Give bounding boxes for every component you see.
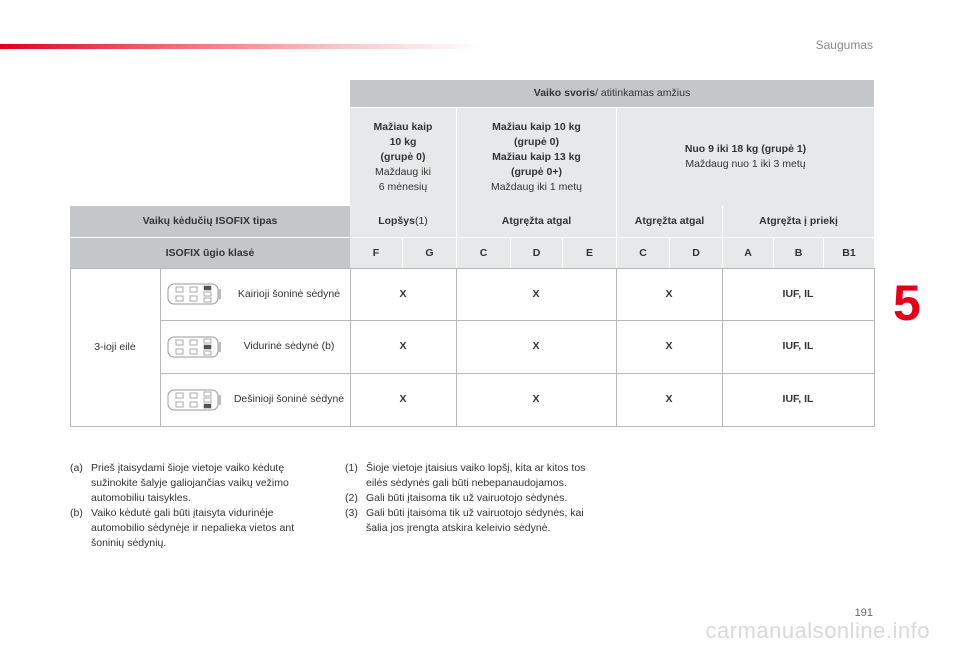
note-mark: (b) [70, 507, 83, 519]
row-group-label: 3-ioji eilė [70, 268, 160, 426]
note-2 [345, 491, 607, 506]
class-cell: A [723, 238, 773, 268]
weight-header-rest: / atitinkamas amžius [595, 87, 691, 99]
grid-line [874, 268, 875, 426]
group-text [491, 120, 582, 195]
type-priek: Atgręžta į priekį [723, 206, 874, 237]
seat-diagram-icon [166, 388, 222, 412]
seat-diagram-icon [166, 335, 222, 359]
note-mark: (1) [345, 462, 358, 474]
group-line: 10 kg [389, 135, 417, 148]
grid-line [70, 426, 875, 427]
seat-label: Kairioji šoninė sėdynė [237, 287, 341, 300]
group-line: Mažiau kaip 13 kg [492, 150, 581, 163]
group-line: Nuo 9 iki 18 kg (grupė 1) [684, 143, 807, 155]
type-label: Vaikų kėdučių ISOFIX tipas [70, 206, 350, 237]
group-line: Maždaug nuo 1 iki 3 metų [685, 158, 806, 170]
note-a [70, 461, 326, 506]
value-cell: X [532, 287, 540, 300]
value-cell: X [532, 340, 540, 352]
note-text: Vaiko kėdutė gali būti įtaisyta vidurinėje automobilio sėdynėje ir nepalieka vietos ant šoninių sėdynių. [91, 507, 295, 549]
notes-right [345, 461, 607, 536]
group-line: (grupė 0) [380, 150, 426, 163]
class-cell: G [403, 238, 456, 268]
value-cell: IUF, IL [782, 340, 814, 352]
note-b [70, 506, 326, 551]
grid-line [70, 268, 71, 426]
group-cell-0 [350, 108, 456, 206]
class-cell: E [563, 238, 616, 268]
seat-label: Dešinioji šoninė sėdynė [233, 393, 345, 405]
group-text [374, 120, 433, 195]
note-text: Šioje vietoje įtaisius vaiko lopšį, kita ar kitos tos eilės sėdynės gali būti nebepanaudojamos. [366, 462, 586, 489]
type-lopsys [350, 206, 456, 237]
value-cell: X [665, 287, 673, 300]
note-3 [345, 506, 607, 536]
notes-left [70, 461, 326, 551]
group-line: (grupė 0) [514, 135, 559, 148]
note-text: Gali būti įtaisoma tik už vairuotojo sėdynės, kai šalia jos įrengta atskira keleivio sėdynė. [366, 507, 584, 534]
page-number: 191 [854, 607, 873, 619]
group-cell-2 [617, 108, 874, 206]
chapter-number: 5 [893, 275, 921, 331]
header-accent-bar [0, 44, 480, 49]
value-cell: X [399, 393, 407, 405]
group-line: 6 mėnesių [378, 180, 428, 193]
class-cell: C [457, 238, 510, 268]
class-cell: C [617, 238, 669, 268]
weight-header-bold: Vaiko svoris [533, 87, 596, 99]
note-text: Prieš įtaisydami šioje vietoje vaiko kėdutę sužinokite šalyje galiojančias vaikų vežimo automobiliu taisykles. [91, 462, 289, 504]
note-mark: (2) [345, 492, 358, 504]
note-1 [345, 461, 607, 491]
value-cell: X [532, 393, 540, 405]
class-cell: D [670, 238, 722, 268]
type-atgal-1: Atgręžta atgal [457, 206, 616, 237]
group-line: Maždaug iki [374, 165, 432, 178]
note-mark: (3) [345, 507, 358, 519]
seat-label: Vidurinė sėdynė (b) [243, 340, 335, 352]
isofix-table [70, 80, 874, 426]
value-cell: IUF, IL [782, 287, 814, 300]
group-line: Maždaug iki 1 metų [490, 180, 583, 193]
group-line: (grupė 0+) [510, 165, 563, 178]
watermark: carmanualsonline.info [705, 618, 930, 643]
group-line: Mažiau kaip [373, 120, 433, 133]
value-cell: X [399, 287, 407, 300]
value-cell: X [665, 393, 673, 405]
class-cell: B1 [824, 238, 874, 268]
value-cell: X [399, 340, 407, 352]
seat-diagram-icon [166, 282, 222, 306]
note-mark: (a) [70, 462, 83, 474]
class-cell: B [774, 238, 823, 268]
group-cell-1 [457, 108, 616, 206]
class-label: ISOFIX ūgio klasė [70, 238, 350, 268]
group-text [685, 142, 806, 172]
class-cell: F [350, 238, 402, 268]
type-atgal-2: Atgręžta atgal [617, 206, 722, 237]
section-title: Saugumas [815, 38, 873, 52]
weight-header [350, 80, 874, 107]
type-lopsys-label: Lopšys [378, 215, 415, 227]
type-lopsys-note: (1) [414, 215, 428, 227]
note-text: Gali būti įtaisoma tik už vairuotojo sėdynės. [366, 492, 568, 504]
value-cell: IUF, IL [782, 393, 814, 405]
group-line: Mažiau kaip 10 kg [492, 120, 581, 133]
value-cell: X [665, 340, 673, 352]
class-cell: D [511, 238, 562, 268]
grid-line [160, 268, 161, 426]
